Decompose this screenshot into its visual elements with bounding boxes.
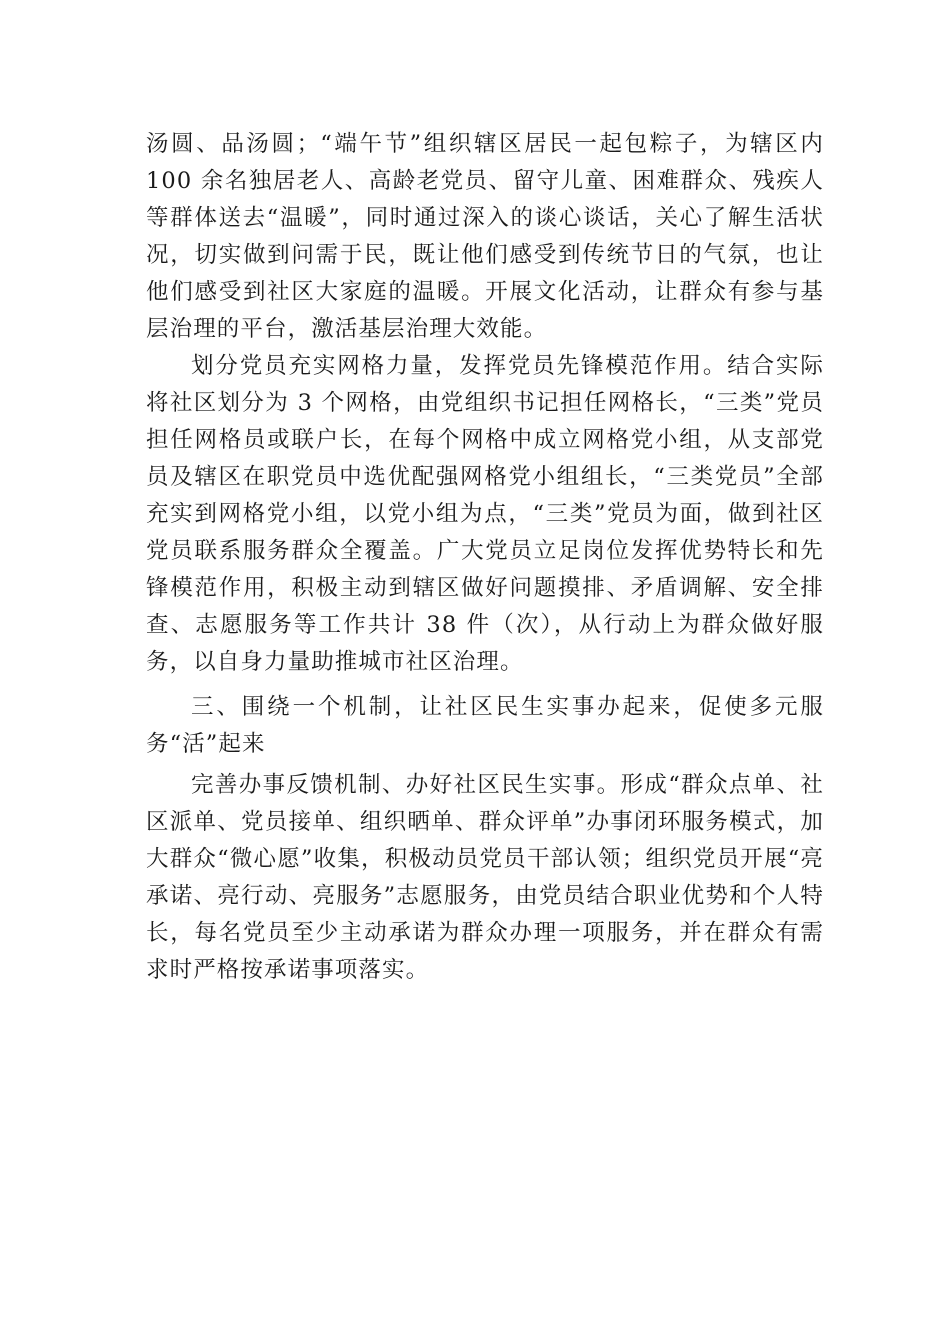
paragraph-party-grid: 划分党员充实网格力量，发挥党员先锋模范作用。结合实际将社区划分为 3 个网格，由党组织书记担任网格长，“三类”党员担任网格员或联户长，在每个网格中成立网格党小组，从支部党员及辖区在职党员中选优配强网格党小组组长，“三类党员”全部充实到网格党小组，以党小组为点，“三类”党员为面，做到社区党员联系服务群众全覆盖。广大党员立足岗位发挥优势特长和先锋模范作用，积极主动到辖区做好问题摸排、矛盾调解、安全排查、志愿服务等工作共计 38 件（次），从行动上为群众做好服务，以自身力量助推城市社区治理。 bbox=[146, 353, 824, 675]
paragraph-feedback-mechanism: 完善办事反馈机制、办好社区民生实事。形成“群众点单、社区派单、党员接单、组织晒单、群众评单”办事闭环服务模式，加大群众“微心愿”收集，积极动员党员干部认领；组织党员开展“亮承诺、亮行动、亮服务”志愿服务，由党员结合职业优势和个人特长，每名党员至少主动承诺为群众办理一项服务，并在群众有需求时严格按承诺事项落实。 bbox=[146, 772, 824, 983]
section-heading-three: 三、围绕一个机制，让社区民生实事办起来，促使多元服务“活”起来 bbox=[146, 694, 824, 757]
paragraph-continued: 汤圆、品汤圆；“端午节”组织辖区居民一起包粽子，为辖区内 100 余名独居老人、高龄老党员、留守儿童、困难群众、残疾人等群体送去“温暖”，同时通过深入的谈心谈话，关心了解生活状况，切实做到问需于民，既让他们感受到传统节日的气氛，也让他们感受到社区大家庭的温暖。开展文化活动，让群众有参与基层治理的平台，激活基层治理大效能。 bbox=[146, 131, 824, 342]
document-body bbox=[146, 126, 824, 989]
